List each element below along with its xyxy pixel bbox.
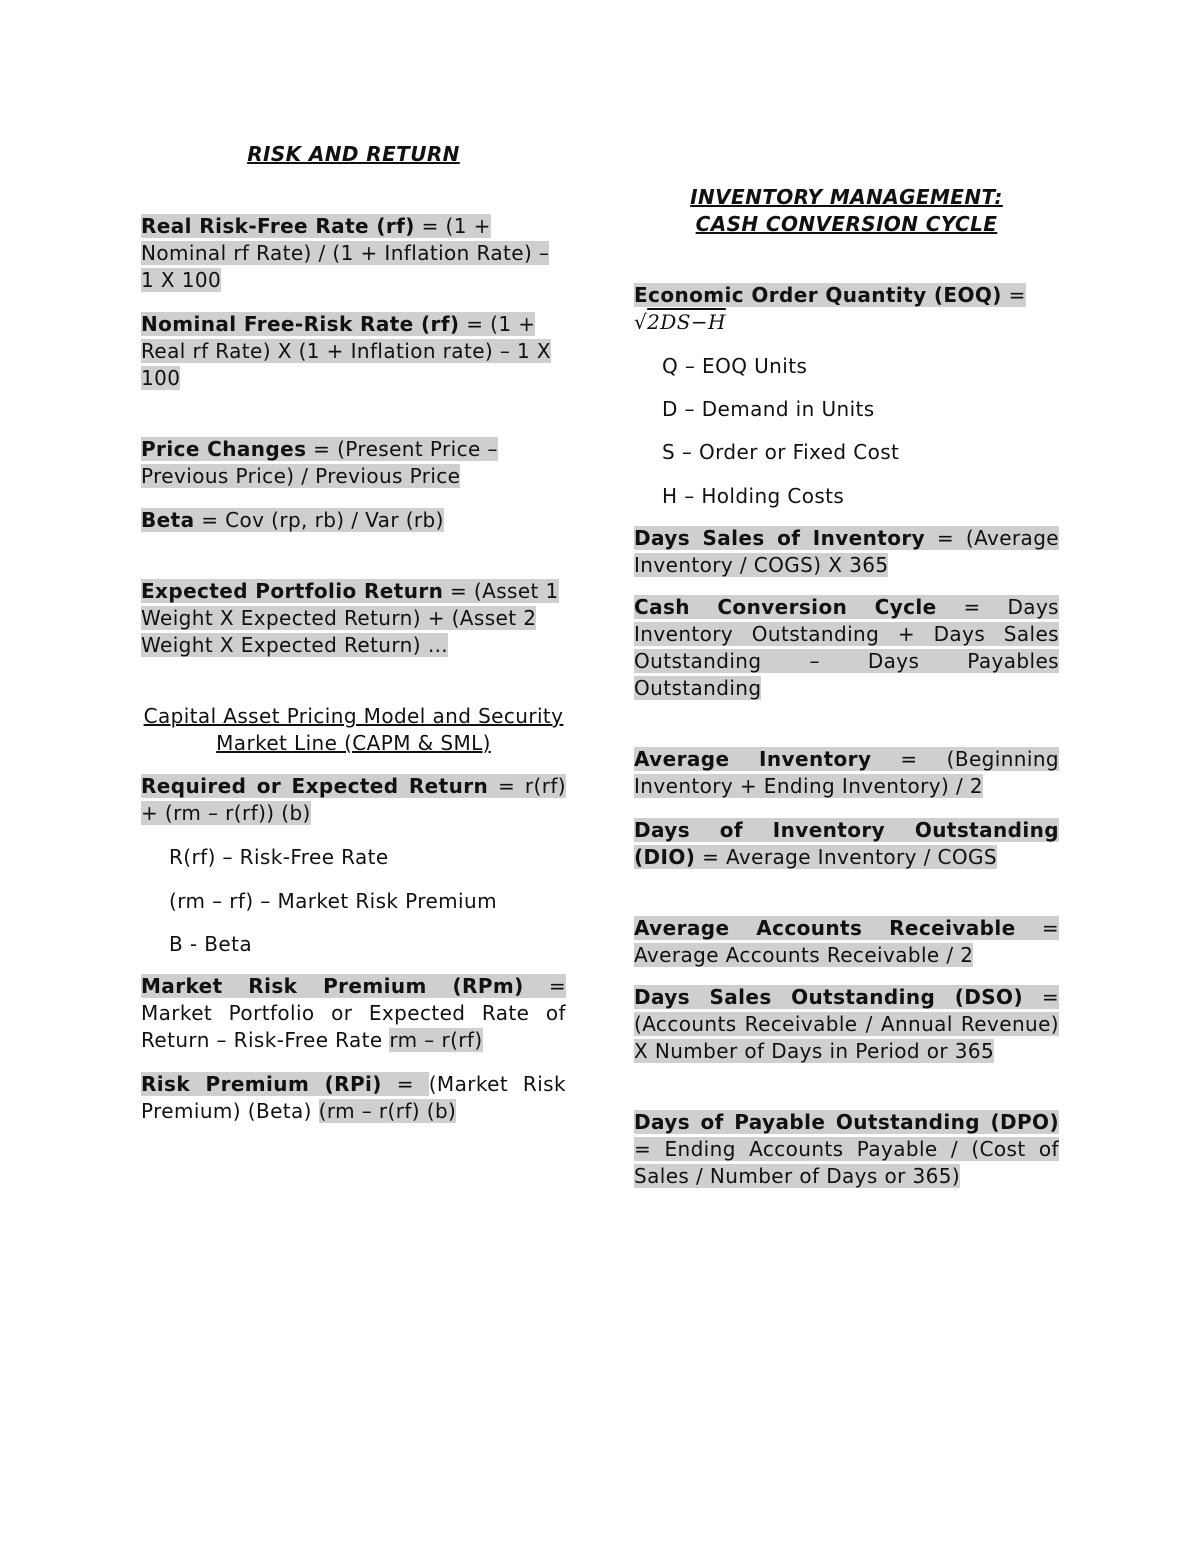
left-column — [141, 141, 566, 1125]
capm-legend-risk-free: R(rf) – Risk-Free Rate — [169, 845, 389, 869]
capm-heading: Capital Asset Pricing Model and Security Market Line (CAPM & SML) — [143, 704, 564, 755]
dpo-formula: Days of Payable Outstanding (DPO) = Ending Accounts Payable / (Cost of Sales / Number of Days or 365) — [634, 1110, 1059, 1188]
market-risk-premium-formula: Market Risk Premium (RPm) = Market Portfolio or Expected Rate of Return – Risk-Free Rate rm – r(rf) — [141, 974, 566, 1052]
eoq-legend-s: S – Order or Fixed Cost — [662, 440, 900, 464]
risk-return-title: RISK AND RETURN — [247, 142, 460, 166]
real-risk-free-rate-formula: Real Risk-Free Rate (rf) = (1 + Nominal rf Rate) / (1 + Inflation Rate) – 1 X 100 — [141, 214, 550, 292]
cash-conversion-cycle-formula: Cash Conversion Cycle = Days Inventory Outstanding + Days Sales Outstanding – Days Payables Outstanding — [634, 595, 1059, 700]
dso-formula: Days Sales Outstanding (DSO) = (Accounts Receivable / Annual Revenue) X Number of Days in Period or 365 — [634, 985, 1059, 1063]
expected-portfolio-return-formula: Expected Portfolio Return = (Asset 1 Weight X Expected Return) + (Asset 2 Weight X Expected Return) … — [141, 579, 559, 657]
capm-legend-beta: B - Beta — [169, 932, 252, 956]
days-sales-of-inventory-formula: Days Sales of Inventory = (Average Inventory / COGS) X 365 — [634, 526, 1059, 577]
average-accounts-receivable-formula: Average Accounts Receivable = Average Accounts Receivable / 2 — [634, 916, 1059, 967]
square-root-icon: √ — [634, 310, 648, 334]
dio-formula: Days of Inventory Outstanding (DIO) = Average Inventory / COGS — [634, 818, 1059, 869]
right-column — [634, 184, 1059, 1190]
required-return-formula: Required or Expected Return = r(rf) + (rm – r(rf)) (b) — [141, 774, 566, 825]
nominal-risk-free-rate-formula: Nominal Free-Risk Rate (rf) = (1 + Real rf Rate) X (1 + Inflation rate) – 1 X 100 — [141, 312, 551, 390]
inventory-management-title: INVENTORY MANAGEMENT: CASH CONVERSION CYCLE — [690, 185, 1003, 236]
price-changes-formula: Price Changes = (Present Price – Previous Price) / Previous Price — [141, 437, 498, 488]
risk-premium-formula: Risk Premium (RPi) = (Market Risk Premium) (Beta) (rm – r(rf) (b) — [141, 1072, 566, 1123]
beta-formula: Beta = Cov (rp, rb) / Var (rb) — [141, 508, 444, 532]
average-inventory-formula: Average Inventory = (Beginning Inventory + Ending Inventory) / 2 — [634, 747, 1059, 798]
eoq-legend-h: H – Holding Costs — [662, 484, 845, 508]
capm-legend-market-risk-premium: (rm – rf) – Market Risk Premium — [169, 889, 497, 913]
eoq-formula: Economic Order Quantity (EOQ) = √2DS−H — [634, 283, 1026, 334]
eoq-legend-d: D – Demand in Units — [662, 397, 875, 421]
eoq-legend-q: Q – EOQ Units — [662, 354, 808, 378]
